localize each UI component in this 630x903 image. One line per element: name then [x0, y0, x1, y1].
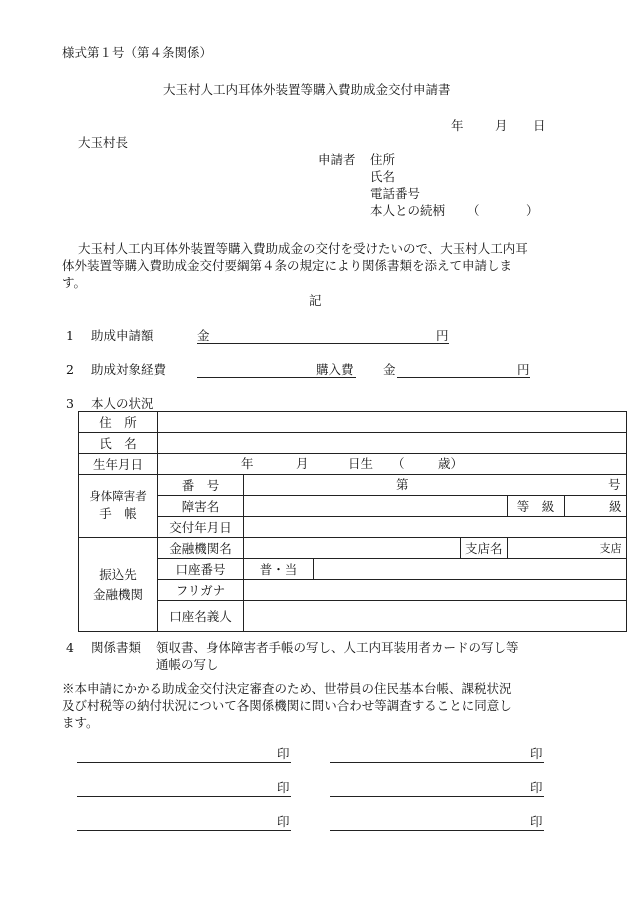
- body-text-line2: 体外装置等購入費助成金交付要綱第４条の規定により関係書類を添えて申請しま: [62, 258, 513, 273]
- applicant-phone-label: 電話番号: [370, 186, 421, 201]
- birth-month: 月: [296, 456, 309, 471]
- seal-mark-3: 印: [277, 780, 290, 795]
- personal-info-table: [78, 411, 627, 632]
- field-issue-date[interactable]: [244, 517, 627, 538]
- label-disability-handbook: [79, 475, 158, 538]
- applicant-relation-label: 本人との続柄: [370, 203, 446, 218]
- seal-mark-2: 印: [530, 746, 543, 761]
- field-handbook-number[interactable]: [244, 475, 627, 496]
- applicant-name-label: 氏名: [370, 169, 396, 184]
- item2-purchase: 購入費: [316, 362, 354, 377]
- item1-yen: 円: [436, 328, 449, 343]
- item2-number: 2: [66, 362, 74, 377]
- birth-day: 日生: [348, 456, 374, 471]
- ki-heading: 記: [309, 293, 322, 308]
- consent-line3: ます。: [62, 715, 99, 730]
- item2-yen: 円: [517, 362, 530, 377]
- item1-label: 助成申請額: [91, 328, 154, 343]
- field-birthdate[interactable]: [158, 454, 627, 475]
- consent-line1: ※本申請にかかる助成金交付決定審査のため、世帯員の住民基本台帳、課税状況: [62, 681, 512, 696]
- field-address[interactable]: [158, 412, 627, 433]
- label-handbook-number: 番 号: [158, 475, 244, 496]
- label-bank-name: 金融機関名: [158, 538, 244, 559]
- body-text-line3: す。: [62, 275, 87, 290]
- seal-mark-1: 印: [277, 746, 290, 761]
- item4-label: 関係書類: [91, 640, 142, 655]
- body-text-line1: 大玉村人工内耳体外装置等購入費助成金の交付を受けたいので、大玉村人工内耳: [78, 241, 528, 256]
- label-disability-name: 障害名: [158, 496, 244, 517]
- signature-line-5[interactable]: [77, 830, 291, 831]
- birth-year: 年: [241, 456, 254, 471]
- field-account-number[interactable]: [314, 559, 627, 580]
- item2-label: 助成対象経費: [91, 362, 167, 377]
- item1-kin: 金: [197, 328, 210, 343]
- signature-line-6[interactable]: [330, 830, 544, 831]
- date-year: 年: [451, 118, 464, 133]
- field-name[interactable]: [158, 433, 627, 454]
- item2-kin: 金: [383, 362, 396, 377]
- handbook-dai: 第: [396, 477, 409, 492]
- form-number: 様式第１号（第４条関係）: [62, 45, 213, 60]
- seal-mark-6: 印: [530, 814, 543, 829]
- label-account-number: 口座番号: [158, 559, 244, 580]
- handbook-line1: 身体障害者: [89, 489, 147, 503]
- label-grade: 等 級: [507, 496, 564, 517]
- label-transfer-bank: [79, 538, 158, 632]
- birth-age: 歳）: [438, 456, 464, 471]
- bank-line2: 金融機関: [92, 586, 143, 602]
- label-birthdate: 生年月日: [79, 454, 158, 475]
- item4-number: 4: [66, 640, 74, 655]
- applicant-address-label: 住所: [370, 152, 396, 167]
- label-name: 氏 名: [79, 433, 158, 454]
- relation-paren-open: （: [467, 203, 480, 218]
- item4-line2: 通帳の写し: [156, 657, 219, 672]
- label-issue-date: 交付年月日: [158, 517, 244, 538]
- signature-line-1[interactable]: [77, 762, 291, 763]
- label-account-holder: 口座名義人: [158, 601, 244, 632]
- label-address: 住 所: [79, 412, 158, 433]
- item3-number: 3: [66, 396, 74, 411]
- field-account-holder[interactable]: [244, 601, 627, 632]
- label-branch-name: 支店名: [461, 538, 508, 559]
- handbook-line2: 手 帳: [99, 506, 137, 522]
- document-title: 大玉村人工内耳体外装置等購入費助成金交付申請書: [163, 82, 451, 97]
- applicant-label: 申請者: [318, 152, 356, 167]
- relation-paren-close: ）: [526, 203, 539, 218]
- item4-line1: 領収書、身体障害者手帳の写し、人工内耳装用者カードの写し等: [156, 640, 519, 655]
- item3-label: 本人の状況: [91, 396, 154, 411]
- item1-number: 1: [66, 328, 74, 343]
- field-branch[interactable]: 支店: [507, 538, 626, 559]
- date-day: 日: [533, 118, 546, 133]
- field-account-type[interactable]: 普・当: [244, 559, 314, 580]
- addressee: 大玉村長: [78, 135, 129, 150]
- label-furigana: フリガナ: [158, 580, 244, 601]
- handbook-go: 号: [608, 477, 621, 492]
- item2-purchase-line[interactable]: [197, 377, 356, 378]
- signature-line-3[interactable]: [77, 796, 291, 797]
- consent-line2: 及び村税等の納付状況について各関係機関に問い合わせ等調査することに同意し: [62, 698, 512, 713]
- bank-line1: 振込先: [99, 566, 137, 582]
- field-bank-name[interactable]: [244, 538, 461, 559]
- seal-mark-4: 印: [530, 780, 543, 795]
- field-disability-name[interactable]: [244, 496, 508, 517]
- date-month: 月: [495, 118, 508, 133]
- item1-amount-line[interactable]: [197, 343, 449, 344]
- item2-amount-line[interactable]: [397, 377, 530, 378]
- field-grade[interactable]: 級: [564, 496, 626, 517]
- seal-mark-5: 印: [277, 814, 290, 829]
- field-furigana[interactable]: [244, 580, 627, 601]
- signature-line-4[interactable]: [330, 796, 544, 797]
- birth-paren-open: （: [392, 456, 405, 471]
- signature-line-2[interactable]: [330, 762, 544, 763]
